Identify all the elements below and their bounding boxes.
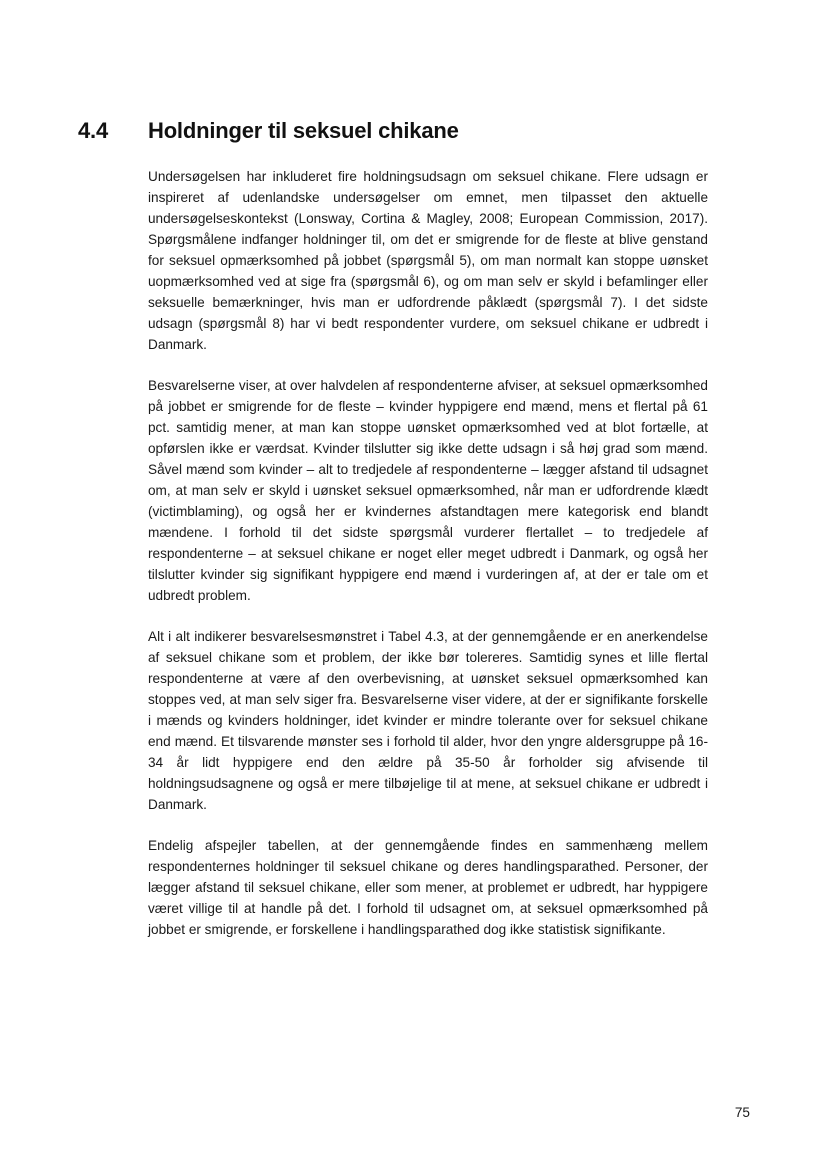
section-title: Holdninger til seksuel chikane [148, 118, 459, 143]
page-number: 75 [734, 1105, 750, 1120]
paragraph-1: Undersøgelsen har inkluderet fire holdningsudsagn om seksuel chikane. Flere udsagn er inspireret af udenlandske undersøgelser om emnet, men tilpasset den aktuelle undersøgelseskontekst (Lonsway, Cortina & Magley, 2008; European Commission, 2017). Spørgsmålene indfanger holdninger til, om det er smigrende for de fleste at blive genstand for seksuel opmærksomhed på jobbet (spørgsmål 5), om man normalt kan stoppe uønsket uopmærksomhed ved at sige fra (spørgsmål 6), og om man selv er skyld i befamlinger eller seksuelle bemærkninger, hvis man er udfordrende påklædt (spørgsmål 7). I det sidste udsagn (spørgsmål 8) har vi bedt respondenter vurdere, om seksuel chikane er udbredt i Danmark. [148, 169, 708, 352]
section-heading [78, 118, 718, 144]
paragraph-3: Alt i alt indikerer besvarelsesmønstret i Tabel 4.3, at der gennemgående er en anerkendelse af seksuel chikane som et problem, der ikke bør tolereres. Samtidig synes et lille flertal respondenterne at være af den overbevisning, at uønsket seksuel opmærksomhed kan stoppes ved, at man selv siger fra. Besvarelserne viser videre, at der er signifikante forskelle i mænds og kvinders holdninger, idet kvinder er mindre tolerante over for seksuel chikane end mænd. Et tilsvarende mønster ses i forhold til alder, hvor den yngre aldersgruppe på 16-34 år lidt hyppigere end den ældre på 35-50 år forholder sig afvisende til holdningsudsagnene og også er mere tilbøjelige til at mene, at seksuel chikane er udbredt i Danmark. [148, 629, 708, 812]
paragraph-2: Besvarelserne viser, at over halvdelen af respondenterne afviser, at seksuel opmærksomhed på jobbet er smigrende for de fleste – kvinder hyppigere end mænd, mens et flertal på 61 pct. samtidig mener, at man kan stoppe uønsket opmærksomhed ved at blot fortælle, at opførslen ikke er værdsat. Kvinder tilslutter sig ikke dette udsagn i så høj grad som mænd. Såvel mænd som kvinder – alt to tredjedele af respondenterne – lægger afstand til udsagnet om, at man selv er skyld i uønsket seksuel opmærksomhed, når man er udfordrende klædt (victimblaming), og også her er kvindernes afstandtagen mere kategorisk end blandt mændene. I forhold til det sidste spørgsmål vurderer flertallet – to tredjedele af respondenterne – at seksuel chikane er noget eller meget udbredt i Danmark, og også her tilslutter kvinder sig signifikant hyppigere end mænd i vurderingen af, at der er tale om et udbredt problem. [148, 378, 708, 603]
body-text [148, 166, 708, 960]
section-number: 4.4 [78, 118, 108, 143]
paragraph-4: Endelig afspejler tabellen, at der gennemgående findes en sammenhæng mellem respondenternes holdninger til seksuel chikane og deres handlingsparathed. Personer, der lægger afstand til seksuel chikane, eller som mener, at problemet er udbredt, har hyppigere været villige til at handle på det. I forhold til udsagnet om, at seksuel opmærksomhed på jobbet er smigrende, er forskellene i handlingsparathed dog ikke statistisk signifikante. [148, 838, 708, 937]
